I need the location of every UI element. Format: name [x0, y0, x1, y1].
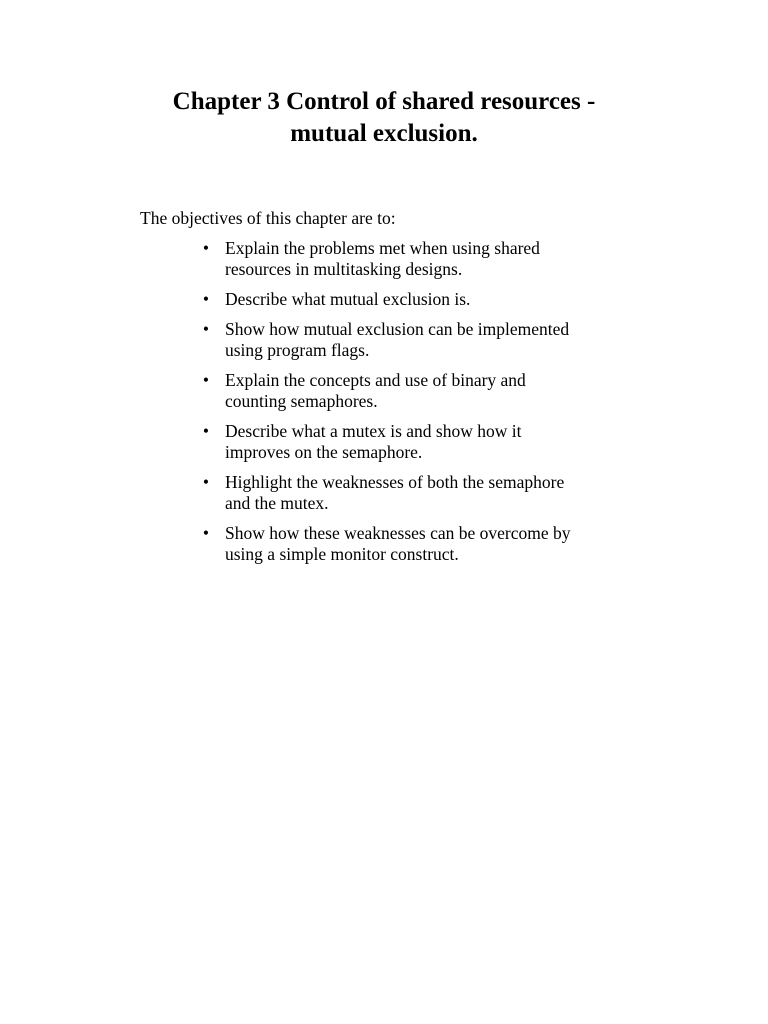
objective-item — [200, 319, 640, 361]
objective-text-line: Describe what a mutex is and show how it — [225, 421, 522, 441]
objective-text-line: resources in multitasking designs. — [225, 259, 463, 279]
objectives-intro: The objectives of this chapter are to: — [140, 208, 396, 228]
objective-text-line: counting semaphores. — [225, 391, 378, 411]
bullet-icon: • — [202, 421, 210, 441]
bullet-icon: • — [202, 370, 210, 390]
objective-text-line: Show how mutual exclusion can be implemented — [225, 319, 570, 339]
objective-item — [200, 289, 640, 310]
chapter-title-line: mutual exclusion. — [290, 120, 478, 147]
objective-item — [200, 370, 640, 412]
chapter-title — [0, 86, 768, 150]
objective-text-line: Highlight the weaknesses of both the semaphore — [225, 472, 565, 492]
objective-text-line: Show how these weaknesses can be overcome by — [225, 523, 571, 543]
bullet-icon: • — [202, 472, 210, 492]
objective-item — [200, 238, 640, 280]
bullet-icon: • — [202, 289, 210, 309]
objective-item — [200, 421, 640, 463]
objective-text-line: Describe what mutual exclusion is. — [225, 289, 471, 309]
bullet-icon: • — [202, 319, 210, 339]
objective-text-line: using a simple monitor construct. — [225, 544, 459, 564]
objective-text-line: improves on the semaphore. — [225, 442, 423, 462]
objective-text-line: using program flags. — [225, 340, 370, 360]
objectives-list — [200, 238, 640, 574]
chapter-title-line: Chapter 3 Control of shared resources - — [172, 88, 596, 115]
objective-text-line: and the mutex. — [225, 493, 329, 513]
bullet-icon: • — [202, 238, 210, 258]
objective-item — [200, 523, 640, 565]
bullet-icon: • — [202, 523, 210, 543]
objective-text-line: Explain the concepts and use of binary and — [225, 370, 526, 390]
objective-item — [200, 472, 640, 514]
objective-text-line: Explain the problems met when using shared — [225, 238, 540, 258]
